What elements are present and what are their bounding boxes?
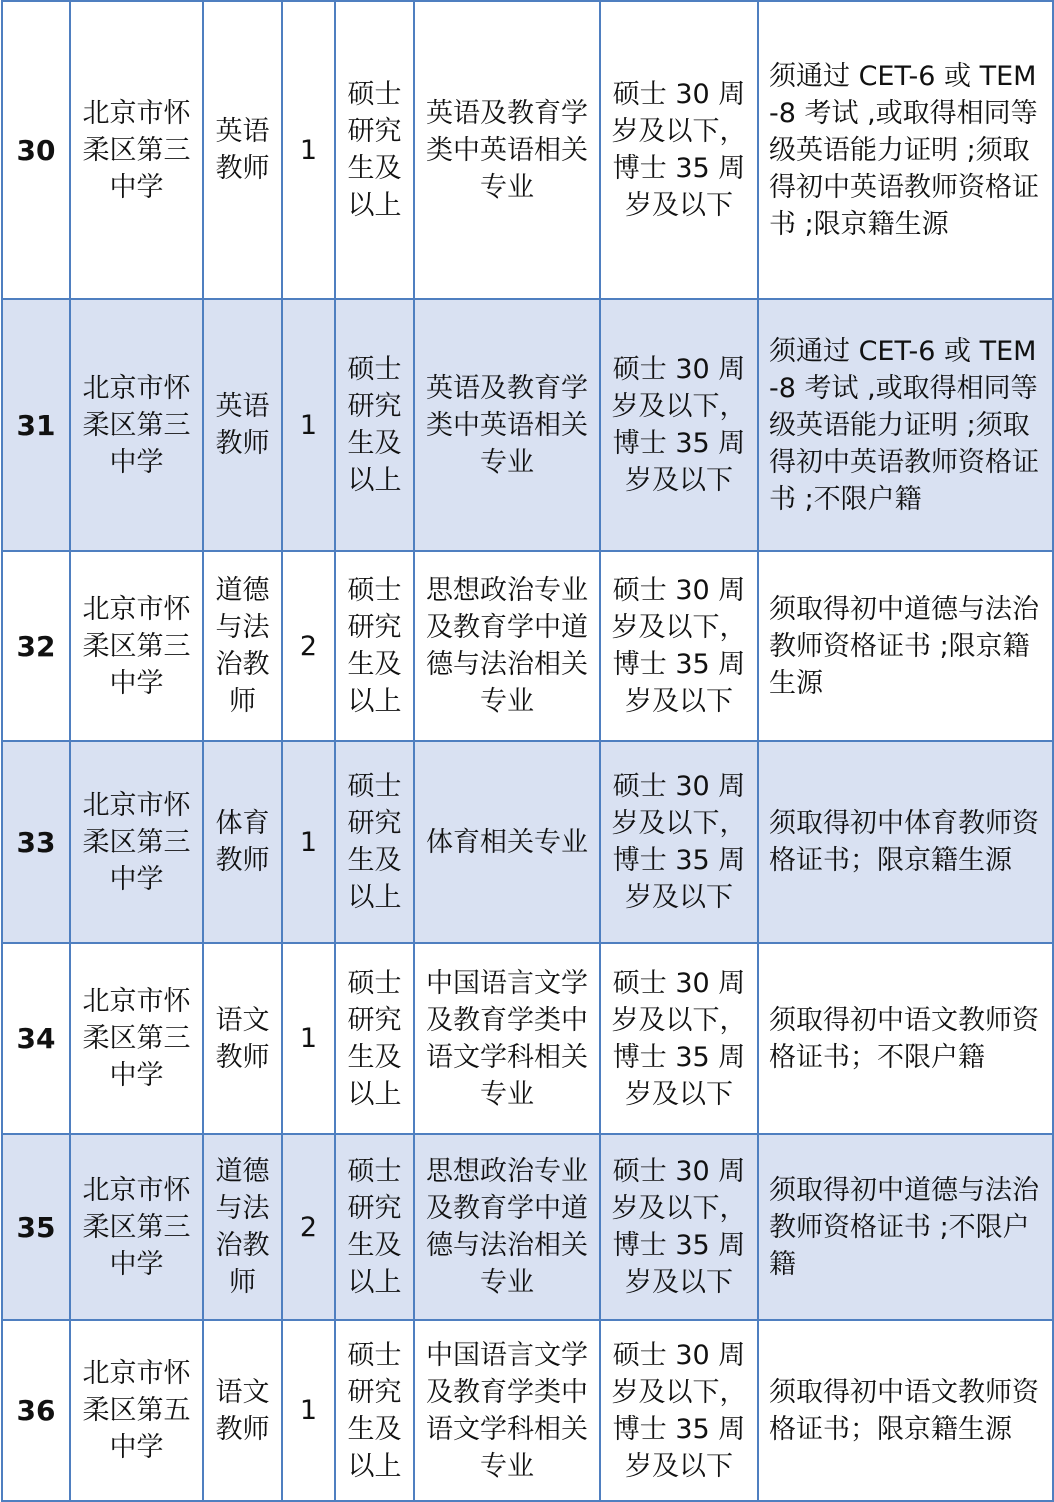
age-cell: 硕士 30 周岁及以下，博士 35 周岁及以下 [600,943,758,1134]
note-cell: 须通过 CET-6 或 TEM-8 考试 ,或取得相同等级英语能力证明 ;须取得初中英语教师资格证书 ;限京籍生源 [758,1,1053,299]
education-cell: 硕士研究生及以上 [335,299,414,551]
education-cell: 硕士研究生及以上 [335,1,414,299]
row-number: 31 [2,299,70,551]
row-number: 32 [2,551,70,741]
row-number: 36 [2,1320,70,1501]
unit-cell: 北京市怀柔区第五中学 [70,1320,203,1501]
major-cell: 体育相关专业 [414,741,600,943]
table-row [2,741,1053,943]
count-cell: 1 [282,1,335,299]
position-cell: 语文教师 [203,1320,282,1501]
position-cell: 英语教师 [203,299,282,551]
age-cell: 硕士 30 周岁及以下，博士 35 周岁及以下 [600,1,758,299]
age-cell: 硕士 30 周岁及以下，博士 35 周岁及以下 [600,299,758,551]
education-cell: 硕士研究生及以上 [335,551,414,741]
note-cell: 须通过 CET-6 或 TEM-8 考试 ,或取得相同等级英语能力证明 ;须取得初中英语教师资格证书 ;不限户籍 [758,299,1053,551]
note-cell: 须取得初中语文教师资格证书；不限户籍 [758,943,1053,1134]
count-cell: 2 [282,551,335,741]
table-row [2,1,1053,299]
education-cell: 硕士研究生及以上 [335,1134,414,1320]
note-cell: 须取得初中体育教师资格证书；限京籍生源 [758,741,1053,943]
education-cell: 硕士研究生及以上 [335,943,414,1134]
major-cell: 思想政治专业及教育学中道德与法治相关专业 [414,1134,600,1320]
age-cell: 硕士 30 周岁及以下，博士 35 周岁及以下 [600,1134,758,1320]
major-cell: 英语及教育学类中英语相关专业 [414,299,600,551]
row-number: 34 [2,943,70,1134]
position-cell: 英语教师 [203,1,282,299]
position-cell: 体育教师 [203,741,282,943]
row-number: 30 [2,1,70,299]
table-row [2,551,1053,741]
count-cell: 1 [282,1320,335,1501]
count-cell: 2 [282,1134,335,1320]
note-cell: 须取得初中道德与法治教师资格证书 ;限京籍生源 [758,551,1053,741]
note-cell: 须取得初中道德与法治教师资格证书 ;不限户籍 [758,1134,1053,1320]
age-cell: 硕士 30 周岁及以下，博士 35 周岁及以下 [600,551,758,741]
row-number: 33 [2,741,70,943]
position-cell: 语文教师 [203,943,282,1134]
note-cell: 须取得初中语文教师资格证书；限京籍生源 [758,1320,1053,1501]
row-number: 35 [2,1134,70,1320]
unit-cell: 北京市怀柔区第三中学 [70,741,203,943]
table-row [2,1134,1053,1320]
education-cell: 硕士研究生及以上 [335,1320,414,1501]
unit-cell: 北京市怀柔区第三中学 [70,1,203,299]
unit-cell: 北京市怀柔区第三中学 [70,299,203,551]
unit-cell: 北京市怀柔区第三中学 [70,943,203,1134]
count-cell: 1 [282,299,335,551]
education-cell: 硕士研究生及以上 [335,741,414,943]
major-cell: 思想政治专业及教育学中道德与法治相关专业 [414,551,600,741]
table-body [2,1,1053,1501]
major-cell: 中国语言文学及教育学类中语文学科相关专业 [414,1320,600,1501]
unit-cell: 北京市怀柔区第三中学 [70,551,203,741]
position-cell: 道德与法治教师 [203,1134,282,1320]
table-row [2,1320,1053,1501]
age-cell: 硕士 30 周岁及以下，博士 35 周岁及以下 [600,1320,758,1501]
job-positions-table [1,0,1054,1502]
major-cell: 英语及教育学类中英语相关专业 [414,1,600,299]
count-cell: 1 [282,943,335,1134]
table-row [2,943,1053,1134]
unit-cell: 北京市怀柔区第三中学 [70,1134,203,1320]
table-row [2,299,1053,551]
major-cell: 中国语言文学及教育学类中语文学科相关专业 [414,943,600,1134]
count-cell: 1 [282,741,335,943]
position-cell: 道德与法治教师 [203,551,282,741]
age-cell: 硕士 30 周岁及以下，博士 35 周岁及以下 [600,741,758,943]
